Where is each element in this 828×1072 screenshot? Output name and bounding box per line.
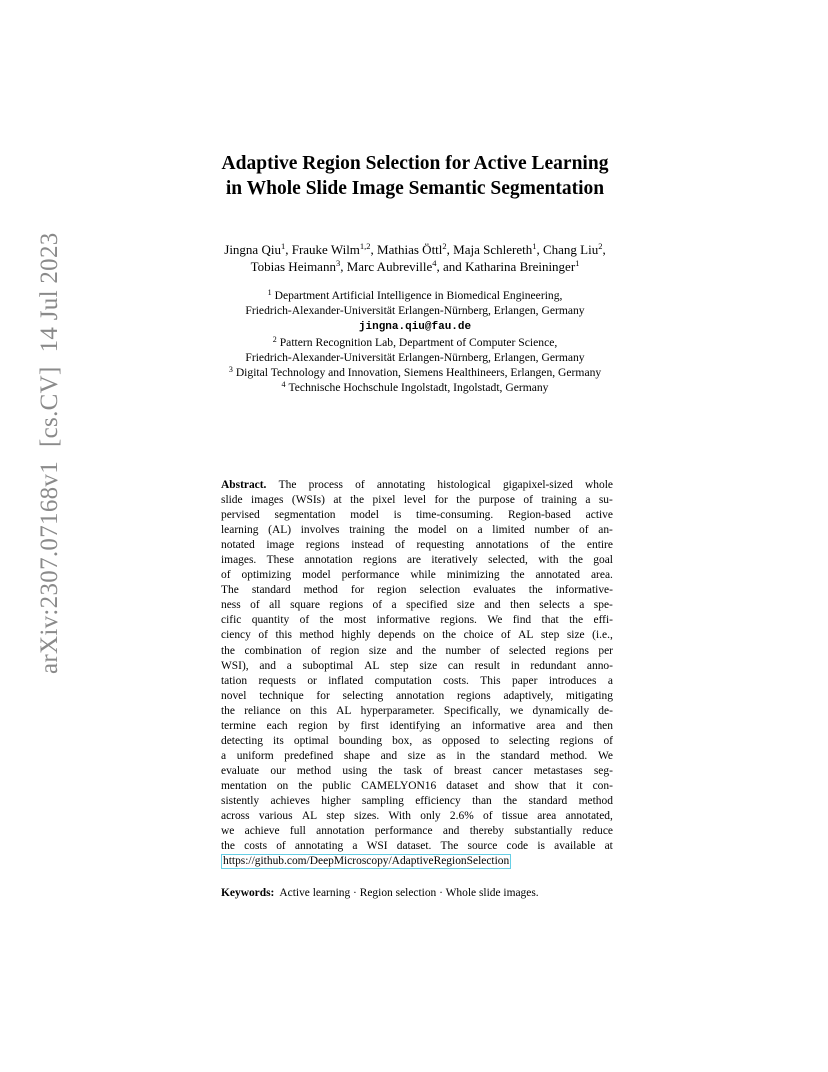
abstract-line: Abstract. The process of annotating histological gigapixel-sized whole	[221, 478, 613, 493]
affiliation-text: Pattern Recognition Lab, Department of Computer Science,	[279, 336, 558, 349]
affil-mark: 3	[228, 365, 233, 374]
affiliation-line	[110, 365, 720, 380]
paper-title	[130, 151, 700, 201]
title-line: Adaptive Region Selection for Active Learning	[221, 153, 609, 174]
email-address[interactable]: jingna.qiu@fau.de	[358, 321, 472, 333]
arxiv-date: 14 Jul 2023	[36, 232, 63, 353]
author-name: Frauke Wilm	[291, 242, 360, 257]
abstract-line: cific quantity of the most informative regions. We find that the effi-	[221, 614, 613, 627]
author-list	[110, 241, 720, 275]
affiliation-line	[110, 318, 720, 335]
affiliation-line: Friedrich-Alexander-Universität Erlangen-Nürnberg, Erlangen, Germany	[245, 351, 585, 364]
abstract-line: slide images (WSIs) at the pixel level for the purpose of training a su-	[221, 494, 613, 507]
abstract-line: The standard method for region selection evaluates the informative-	[221, 584, 613, 597]
title-line: in Whole Slide Image Semantic Segmentation	[225, 178, 605, 199]
abstract-line: notated image regions instead of requesting annotations of the entire	[221, 539, 613, 552]
author-affil-mark: 2	[598, 241, 603, 251]
abstract-line: of optimizing model performance while minimizing the annotated area.	[221, 569, 613, 582]
abstract-line: novel technique for selecting annotation regions adaptively, mitigating	[221, 689, 613, 702]
abstract-line: learning (AL) involves training the model on a limited number of an-	[221, 524, 613, 537]
affiliation-line	[110, 288, 720, 303]
abstract-line: detecting its optimal bounding box, as opposed to selecting regions of	[221, 734, 613, 747]
affil-mark: 1	[267, 288, 272, 297]
author-affil-mark: 1,2	[359, 241, 371, 251]
author-name: Marc Aubreville	[346, 259, 433, 274]
abstract-line: tation requests or inflated computation costs. This paper introduces a	[221, 674, 613, 687]
abstract-label: Abstract.	[221, 479, 267, 491]
keywords	[221, 886, 613, 901]
author-line: Tobias Heimann$^3$, Marc Aubreville$^4$, and Katharina Breininger$^1$	[250, 258, 580, 274]
affiliation-list	[110, 288, 720, 395]
abstract-line: evaluate our method using the task of breast cancer metastases seg-	[221, 764, 613, 777]
arxiv-stamp	[36, 232, 64, 674]
keywords-label: Keywords:	[221, 887, 275, 899]
abstract-line: ness of all square regions of a specified size and then selects a spe-	[221, 599, 613, 612]
author-affil-mark: 1	[575, 258, 580, 268]
abstract-line: sistently achieves higher sampling efficiency than the standard method	[221, 794, 613, 807]
abstract-line: the reliance on this AL hyperparameter. Specifically, we dynamically de-	[221, 704, 613, 717]
author-name: Mathias Öttl	[377, 242, 443, 257]
abstract-line: the costs of annotating a WSI dataset. The source code is available at	[221, 840, 613, 853]
abstract	[221, 478, 613, 869]
affil-mark: 4	[281, 380, 286, 389]
abstract-line: images. These annotation regions are iteratively selected, with the goal	[221, 554, 613, 567]
arxiv-category: [cs.CV]	[36, 366, 63, 447]
abstract-line	[221, 854, 613, 869]
source-code-link[interactable]: https://github.com/DeepMicroscopy/AdaptiveRegionSelection	[223, 855, 510, 868]
affiliation-line	[110, 335, 720, 350]
author-name: Jingna Qiu	[224, 242, 281, 257]
author-affil-mark: 4	[432, 258, 437, 268]
abstract-line: pervised segmentation model is time-consuming. Region-based active	[221, 509, 613, 522]
arxiv-id: arXiv:2307.07168v1	[36, 460, 63, 674]
abstract-line: termine each region by first identifying an informative area and then	[221, 719, 613, 732]
abstract-line: WSI), and a suboptimal AL step size can result in redundant anno-	[221, 659, 613, 672]
affiliation-line	[110, 380, 720, 395]
abstract-line: a uniform predefined shape and size as in the standard method. We	[221, 749, 613, 762]
author-conjunction: and	[443, 259, 462, 274]
abstract-line: mentation on the public CAMELYON16 dataset and show that it con-	[221, 779, 613, 792]
affiliation-text: Technische Hochschule Ingolstadt, Ingolstadt, Germany	[288, 381, 549, 394]
abstract-line: across various AL step sizes. With only 2.6% of tissue area annotated,	[221, 810, 613, 823]
author-affil-mark: 1	[532, 241, 537, 251]
affiliation-line: Friedrich-Alexander-Universität Erlangen-Nürnberg, Erlangen, Germany	[245, 304, 585, 317]
affiliation-text: Department Artificial Intelligence in Biomedical Engineering,	[274, 289, 563, 302]
author-affil-mark: 2	[442, 241, 447, 251]
author-affil-mark: 3	[335, 258, 341, 268]
abstract-line: we achieve full annotation performance and thereby substantially reduce	[221, 825, 613, 838]
abstract-line: the combination of region size and the number of selected regions per	[221, 644, 613, 657]
author-affil-mark: 1	[280, 241, 286, 251]
affiliation-text: Digital Technology and Innovation, Siemens Healthineers, Erlangen, Germany	[235, 366, 602, 379]
author-name: Maja Schlereth	[453, 242, 533, 257]
author-name: Tobias Heimann	[250, 259, 336, 274]
author-line: Jingna Qiu$^1$, Frauke Wilm$^{1,2}$, Mathias Öttl$^2$, Maja Schlereth$^1$, Chang Liu$^2$,	[224, 241, 606, 257]
affil-mark: 2	[272, 335, 277, 344]
abstract-line: ciency of this method highly depends on the choice of AL step size (i.e.,	[221, 629, 613, 642]
author-name: Chang Liu	[542, 242, 599, 257]
keywords-text: Active learning · Region selection · Whole slide images.	[279, 887, 539, 899]
author-name: Katharina Breininger	[465, 259, 576, 274]
